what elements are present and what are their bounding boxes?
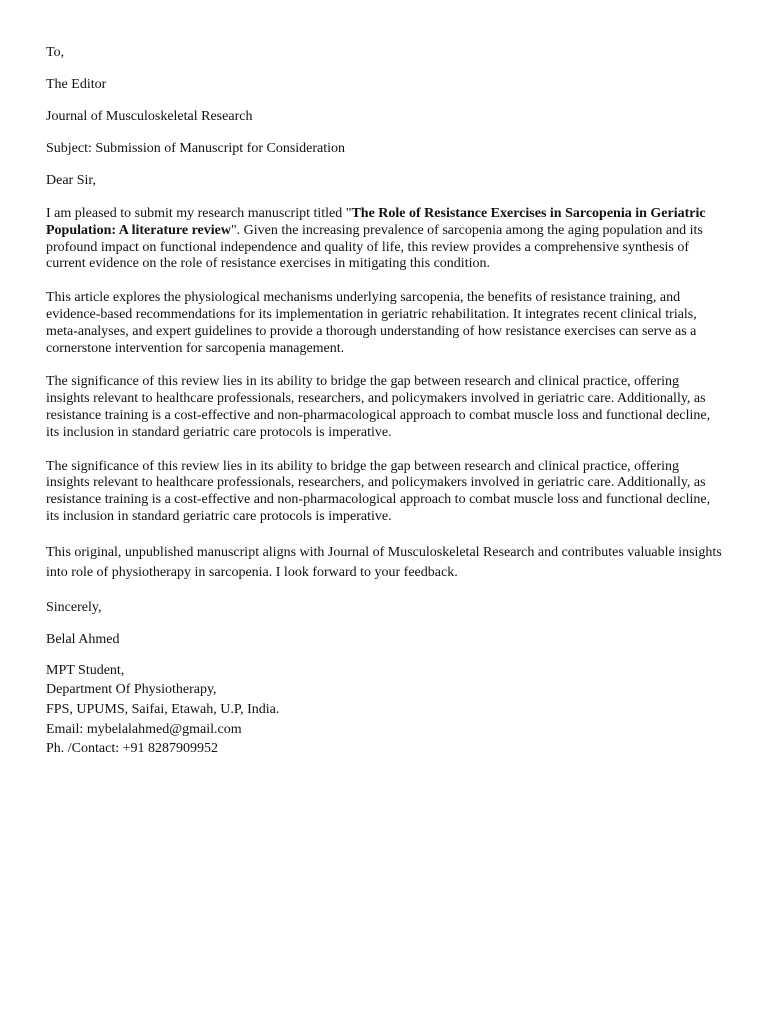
greeting: Dear Sir,: [46, 173, 96, 188]
scope-paragraph: This article explores the physiological mechanisms underlying sarcopenia, the benefits of resistance training, and evidence-based recommendations for its implementation in geriatric rehabilitation. It integrates recent clinical trials, meta-analyses, and expert guidelines to provide a thorough understanding of how resistance exercises can serve as a cornerstone intervention for sarcopenia management.: [46, 290, 697, 356]
signature-department: Department Of Physiotherapy,: [46, 682, 217, 698]
manuscript-title: The Role of Resistance Exercises in Sarcopenia in Geriatric Population: A literature review: [46, 206, 706, 238]
signature-block: [46, 661, 726, 759]
salutation-to: To,: [46, 45, 65, 60]
significance-paragraph: The significance of this review lies in its ability to bridge the gap between research and clinical practice, offering insights relevant to healthcare professionals, researchers, and policymakers involved in geriatric care. Additionally, as resistance training is a cost-effective and non-pharmacological approach to combat muscle loss and functional decline, its inclusion in standard geriatric care protocols is imperative.: [46, 374, 711, 440]
intro-paragraph: [46, 206, 726, 273]
journal-name: Journal of Musculoskeletal Research: [46, 109, 253, 124]
signature-institution: FPS, UPUMS, Saifai, Etawah, U.P, India.: [46, 701, 280, 717]
signature-email: Email: mybelalahmed@gmail.com: [46, 721, 242, 737]
signature-role: MPT Student,: [46, 662, 125, 678]
signature-phone: Ph. /Contact: +91 8287909952: [46, 741, 219, 757]
closing-word: Sincerely,: [46, 599, 102, 615]
significance-paragraph-repeat: The significance of this review lies in its ability to bridge the gap between research and clinical practice, offering insights relevant to healthcare professionals, researchers, and policymakers involved in geriatric care. Additionally, as resistance training is a cost-effective and non-pharmacological approach to combat muscle loss and functional decline, its inclusion in standard geriatric care protocols is imperative.: [46, 458, 711, 524]
signature-name: Belal Ahmed: [46, 631, 120, 647]
closing-paragraph: This original, unpublished manuscript aligns with Journal of Musculoskeletal Research and contributes valuable insights into role of physiotherapy in sarcopenia. I look forward to your feedback.: [46, 544, 722, 580]
recipient-title: The Editor: [46, 77, 107, 92]
subject-line: Subject: Submission of Manuscript for Consideration: [46, 141, 346, 156]
letter-page: [46, 44, 726, 759]
intro-lead-text: I am pleased to submit my research manuscript titled ": [46, 206, 352, 221]
intro-tail-text: ". Given the increasing prevalence of sarcopenia among the aging population and its profound impact on functional independence and quality of life, this review provides a comprehensive synthesis of current evidence on the role of resistance exercises in mitigating this condition.: [46, 222, 703, 272]
